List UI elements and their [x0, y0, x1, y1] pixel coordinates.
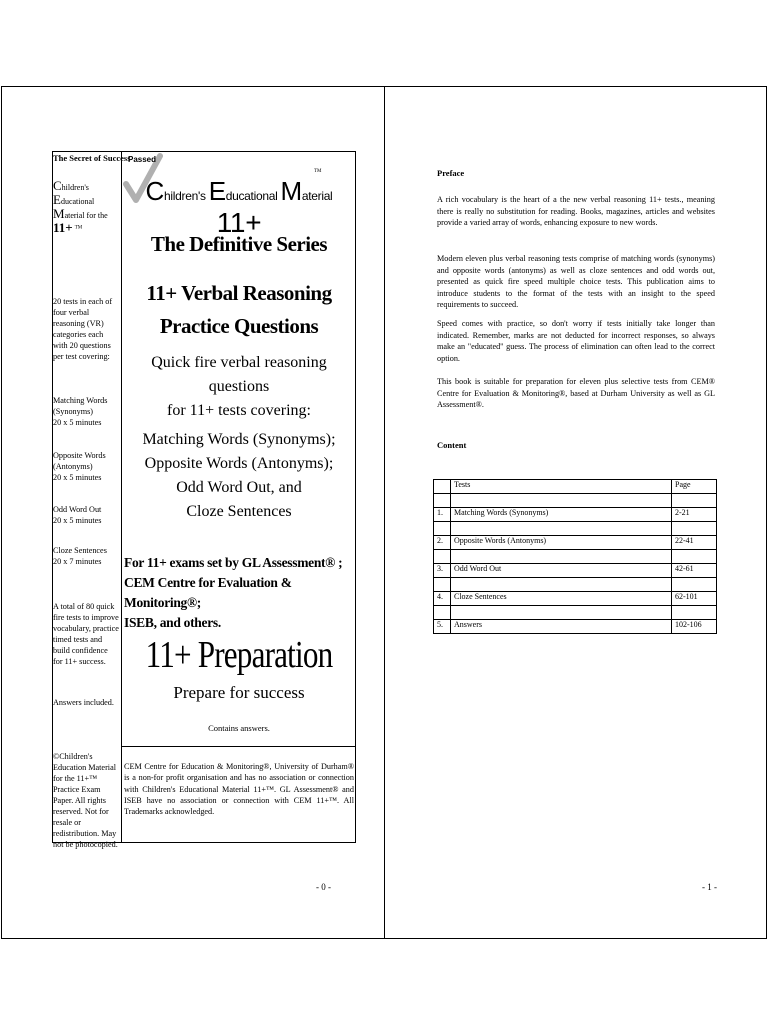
- page-divider: [384, 86, 385, 939]
- logo-trademark: TM: [314, 169, 322, 174]
- content-heading: Content: [437, 440, 467, 450]
- cover-column-divider: [121, 151, 122, 843]
- sidebar-section-synonyms: Matching Words (Synonyms) 20 x 5 minutes: [53, 396, 108, 427]
- sidebar-brand: Children's Educational Material for the 11+ ™: [53, 178, 108, 235]
- contains-answers: Contains answers.: [208, 723, 270, 733]
- preface-paragraph: This book is suitable for preparation for eleven plus selective tests from CEM® Centre for Evaluation & Monitoring®, based at Durham University as well as GL Assessment®.: [437, 377, 715, 409]
- table-row: 2. Opposite Words (Antonyms) 22-41: [434, 536, 717, 550]
- disclaimer: CEM Centre for Education & Monitoring®, University of Durham® is a non-for profit organisation and has no association or connection with Children's Educational Material 11+™. GL Assessment® and ISEB have no association or connection with CEM 11+™. All Trademarks acknowledged.: [124, 762, 354, 817]
- preparation-title: 11+ Preparation: [145, 634, 333, 676]
- cem-logo: Children's Educational Material 11+: [145, 176, 333, 238]
- quick-fire-text: Quick fire verbal reasoning questions for 11+ tests covering:: [151, 354, 327, 419]
- page-number-right: - 1 -: [702, 882, 717, 892]
- topics-list: Matching Words (Synonyms); Opposite Words (Antonyms); Odd Word Out, and Cloze Sentences: [142, 431, 336, 520]
- preface-paragraph: A rich vocabulary is the heart of a the new verbal reasoning 11+ tests., meaning there is really no substitution for reading. Books, magazines, articles and websites provide a varied array of words, enhancing exposure to new words.: [437, 195, 715, 227]
- table-header-row: Tests Page: [434, 480, 717, 494]
- book-subtitle: 11+ Verbal Reasoning Practice Questions: [146, 281, 332, 338]
- table-row: 3. Odd Word Out 42-61: [434, 564, 717, 578]
- sidebar-section-antonyms: Opposite Words (Antonyms) 20 x 5 minutes: [53, 451, 106, 482]
- sidebar-copyright: ©Children's Education Material for the 11+™ Practice Exam Paper. All rights reserved. Not for resale or redistribution. May not be photocopied.: [53, 752, 118, 849]
- sidebar-header: The Secret of Success: [53, 153, 131, 163]
- sidebar-summary: A total of 80 quick fire tests to improve vocabulary, practice timed tests and build confidence for 11+ success.: [53, 602, 119, 666]
- table-row: 1. Matching Words (Synonyms) 2-21: [434, 508, 717, 522]
- preface-heading: Preface: [437, 168, 465, 178]
- page-number-left: - 0 -: [316, 882, 331, 892]
- cover-rule: [122, 746, 356, 747]
- table-row: 5. Answers 102-106: [434, 620, 717, 634]
- preface-paragraph: Speed comes with practice, so don't worry if tests initially take longer than indicated. Remember, marks are not deducted for incorrect responses, so always make an "educated" guess. The process of elimination can often lead to the correct option.: [437, 319, 715, 363]
- sidebar-section-odd-word: Odd Word Out 20 x 5 minutes: [53, 505, 102, 525]
- preface-paragraph: Modern eleven plus verbal reasoning tests comprise of matching words (synonyms) and opposite words (antonyms) as well as cloze sentences and odd words out, presented as quick fire speed multiple choice tests. This publication aims to introduce students to the format of the tests with an insight to the speed requirements to succeed.: [437, 254, 715, 309]
- sidebar-answers: Answers included.: [53, 698, 114, 707]
- series-title: The Definitive Series: [150, 232, 328, 256]
- passed-label: Passed: [128, 155, 157, 164]
- contents-table: [433, 479, 717, 634]
- exam-boards: For 11+ exams set by GL Assessment® ; CEM Centre for Evaluation & Monitoring®; ISEB, and others.: [124, 555, 343, 630]
- table-row: 4. Cloze Sentences 62-101: [434, 592, 717, 606]
- preparation-subtitle: Prepare for success: [173, 683, 305, 702]
- sidebar-section-cloze: Cloze Sentences 20 x 7 minutes: [53, 546, 107, 566]
- sidebar-intro: 20 tests in each of four verbal reasoning (VR) categories each with 20 questions per test covering:: [53, 297, 113, 361]
